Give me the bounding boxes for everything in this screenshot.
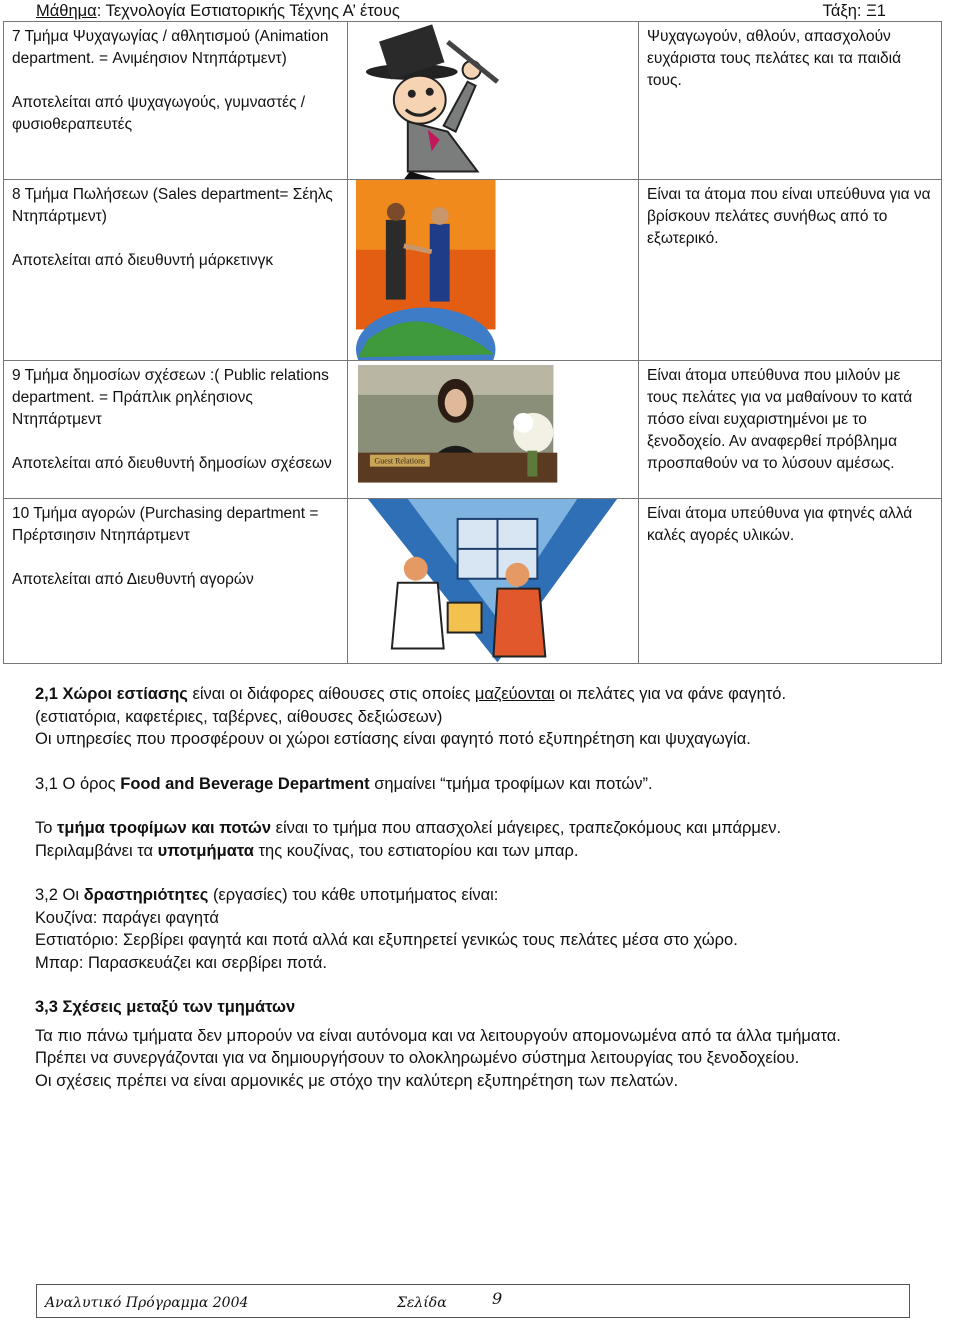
subject-label: Μάθημα	[36, 2, 97, 20]
term-fb-department: Food and Beverage Department	[120, 774, 370, 793]
relations-text	[35, 1025, 960, 1093]
relations-line-1: Τα πιο πάνω τμήματα δεν μπορούν να είναι αυτόνομα και να λειτουργούν απομονωμένα από τα άλλα τμήματα.	[35, 1026, 841, 1045]
paragraph-relations	[35, 996, 960, 1019]
entertainer-cartoon-image	[348, 22, 639, 180]
p2-text-b: σημαίνει “τμήμα τροφίμων και ποτών”.	[374, 774, 653, 793]
dept-duties	[639, 22, 942, 180]
dept-duties-text: Ψυχαγωγούν, αθλούν, απασχολούν ευχάριστα τους πελάτες και τα παιδιά τους.	[647, 28, 902, 89]
term-activities: δραστηριότητες	[83, 886, 209, 904]
guest-relations-image	[348, 360, 639, 499]
entertainer-cartoon	[348, 22, 638, 179]
paragraph-food-spaces	[35, 683, 960, 751]
p4-text-a: 3,2 Οι	[35, 886, 80, 904]
paragraph-fb-department	[35, 773, 960, 796]
table-row	[4, 499, 942, 663]
table-row	[4, 22, 942, 180]
p2-text-a: 3,1 Ο όρος	[35, 774, 116, 793]
dept-staff: Αποτελείται από διευθυντή μάρκετινγκ	[12, 252, 274, 270]
p1-line-2: (εστιατόρια, καφετέριες, ταβέρνες, αίθουσες δεξιώσεων)	[35, 707, 443, 726]
dept-duties-text: Είναι άτομα υπεύθυνα για φτηνές αλλά καλές αγορές υλικών.	[647, 505, 913, 545]
term-fb-dept-greek: τμήμα τροφίμων και ποτών	[57, 819, 272, 837]
departments-table	[3, 21, 942, 664]
purchasing-image	[348, 499, 639, 663]
dept-description	[4, 22, 348, 180]
guest-relations-photo	[348, 361, 638, 499]
body-text	[35, 683, 960, 1092]
handshake-globe-image	[348, 180, 639, 360]
dept-staff: Αποτελείται από Διευθυντή αγορών	[12, 571, 254, 589]
dept-title: 8 Τμήμα Πωλήσεων (Sales department= Σέηλς Ντηπάρτμεντ)	[12, 186, 333, 226]
p3-text-b: είναι το τμήμα που απασχολεί μάγειρες, τραπεζοκόμους και μπάρμεν.	[275, 819, 782, 837]
dept-description	[4, 180, 348, 360]
activity-kitchen: Κουζίνα: παράγει φαγητά	[35, 908, 219, 927]
dept-description	[4, 360, 348, 499]
guest-relations-sign: Guest Relations	[374, 456, 426, 466]
p4-text-b: (εργασίες) του κάθε υποτμήματος είναι:	[212, 886, 499, 904]
paragraph-activities	[35, 884, 960, 974]
relations-heading: 3,3 Σχέσεις μεταξύ των τμημάτων	[35, 998, 296, 1016]
p3-text-d: της κουζίνας, του εστιατορίου και των μπαρ.	[258, 841, 579, 860]
table-row	[4, 360, 942, 499]
footer-page-label: Σελίδα	[397, 1295, 447, 1311]
p1-text-b: οι πελάτες για να φάνε φαγητό.	[559, 685, 787, 703]
class-label: Τάξη: Ξ1	[822, 2, 886, 20]
p1-underlined-word: μαζεύονται	[474, 685, 555, 703]
section-number: 2,1	[35, 685, 58, 703]
table-row	[4, 180, 942, 360]
subject-line	[36, 0, 400, 22]
dept-title: 10 Τμήμα αγορών (Purchasing department = Πρέρτσιησιν Ντηπάρτμεντ	[12, 505, 319, 545]
term-food-spaces: Χώροι εστίασης	[62, 685, 188, 703]
relations-line-3: Οι σχέσεις πρέπει να είναι αρμονικές με στόχο την καλύτερη εξυπηρέτηση των πελατών.	[35, 1071, 679, 1090]
activity-restaurant: Εστιατόριο: Σερβίρει φαγητά και ποτά αλλά και εξυπηρετεί γενικώς τους πελάτες μέσα στο χώρο.	[35, 931, 738, 949]
handshake-globe	[348, 180, 638, 359]
dept-staff: Αποτελείται από διευθυντή δημοσίων σχέσεων	[12, 454, 332, 472]
dept-staff: Αποτελείται από ψυχαγωγούς, γυμναστές / φυσιοθεραπευτές	[12, 94, 306, 133]
activity-bar: Μπαρ: Παρασκευάζει και σερβίρει ποτά.	[35, 953, 328, 972]
purchasing-illustration	[348, 499, 638, 662]
p1-line-3: Οι υπηρεσίες που προσφέρουν οι χώροι εστίασης είναι φαγητό ποτό εξυπηρέτηση και ψυχαγωγία.	[35, 730, 751, 748]
dept-duties-text: Είναι τα άτομα που είναι υπεύθυνα για να βρίσκουν πελάτες συνήθως από το εξωτερικό.	[647, 186, 931, 248]
relations-line-2: Πρέπει να συνεργάζονται για να δημιουργήσουν το ολοκληρωμένο σύστημα λειτουργίας του ξενοδοχείου.	[35, 1049, 800, 1067]
p1-text-a: είναι οι διάφορες αίθουσες στις οποίες	[192, 685, 471, 703]
dept-duties-text: Είναι άτομα υπεύθυνα που μιλούν με τους πελάτες για να μαθαίνουν το κατά πόσο είναι ευχαριστημένοι με το ξενοδοχείο. Αν αναφερθεί πρόβλημα προσπαθούν να το λύσουν αμέσως.	[647, 366, 913, 472]
footer-program: Αναλυτικό Πρόγραμμα 2004	[45, 1295, 249, 1311]
dept-duties	[639, 499, 942, 663]
page-header	[36, 0, 886, 22]
footer-page-number: 9	[492, 1289, 503, 1308]
term-subdepartments: υποτμήματα	[157, 841, 254, 860]
p3-text-a: Το	[35, 819, 53, 837]
dept-duties	[639, 360, 942, 499]
dept-title: 9 Τμήμα δημοσίων σχέσεων :( Public relations department. = Πράπλικ ρηλέησιονς Ντηπάρτμεντ	[12, 366, 329, 428]
dept-duties	[639, 180, 942, 360]
subject-value: : Τεχνολογία Εστιατορικής Τέχνης Α’ έτους	[96, 2, 400, 20]
dept-title: 7 Τμήμα Ψυχαγωγίας / αθλητισμού (Animation department. = Ανιμέησιον Ντηπάρτμεντ)	[12, 28, 329, 67]
page-footer	[36, 1284, 910, 1318]
p3-text-c: Περιλαμβάνει τα	[35, 841, 154, 860]
paragraph-fb-definition	[35, 817, 960, 862]
dept-description	[4, 499, 348, 663]
